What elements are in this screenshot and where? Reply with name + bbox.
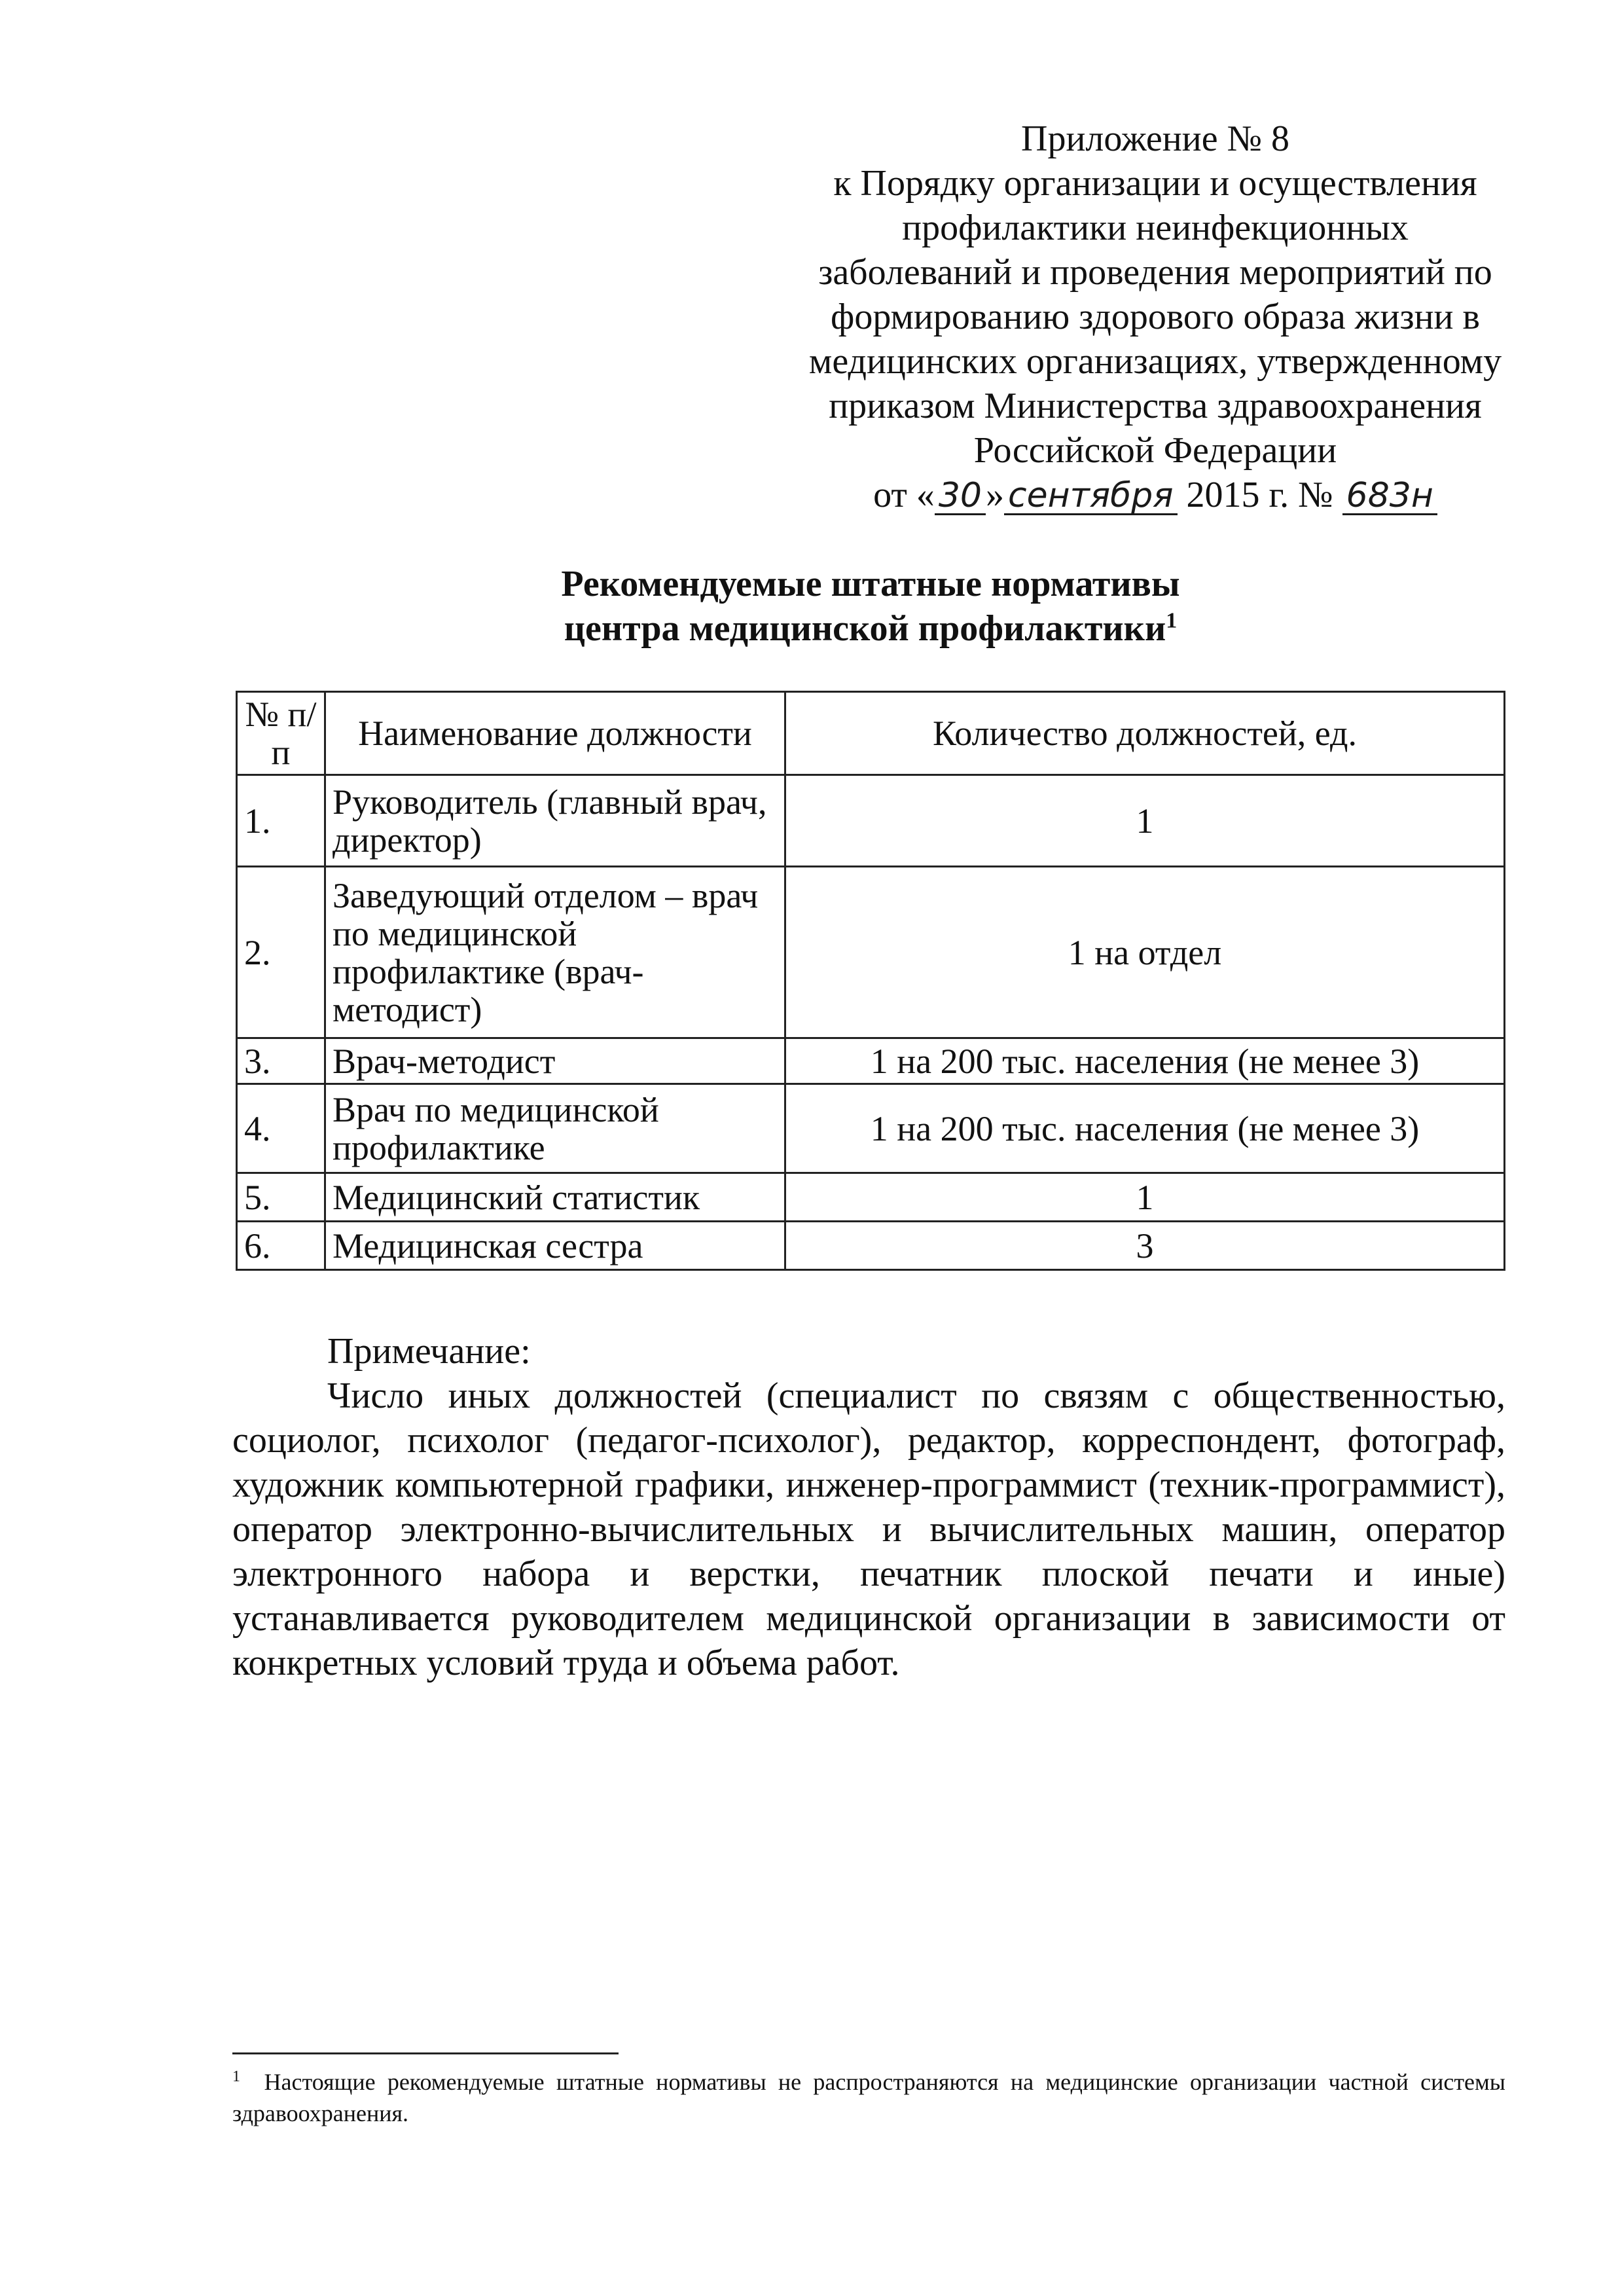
table-row: [237, 1038, 1505, 1084]
order-date-line: [753, 473, 1558, 517]
header-line: Российской Федерации: [973, 430, 1337, 471]
row-count: 3: [785, 1222, 1505, 1270]
row-number: 5.: [237, 1173, 325, 1222]
row-position: Врач по медицинской профилактике: [325, 1084, 785, 1173]
row-position: Медицинская сестра: [325, 1222, 785, 1270]
date-mid: »: [986, 475, 1005, 515]
row-number: 1.: [237, 775, 325, 867]
appendix-header: [753, 117, 1558, 517]
header-line: заболеваний и проведения мероприятий по: [818, 252, 1492, 293]
title-line-1: Рекомендуемые штатные нормативы: [561, 564, 1180, 604]
table-row: [237, 1173, 1505, 1222]
date-prefix: от «: [873, 475, 935, 515]
table-row: [237, 1084, 1505, 1173]
title-line-2: [236, 606, 1505, 651]
footnote: [232, 2061, 1505, 2129]
row-count: 1 на отдел: [785, 867, 1505, 1038]
row-number: 3.: [237, 1038, 325, 1084]
header-number: № п/п: [237, 692, 325, 775]
note-text: Число иных должностей (специалист по связям с общественностью, социолог, психолог (педагог-психолог), редактор, корреспондент, фотограф, художник компьютерной графики, инженер-программист (техник-программист), оператор электронно-вычислительных и вычислительных машин, оператор электронного набора и верстки, печатник плоской печати и иные) устанавливается руководителем медицинской организации в зависимости от конкретных условий труда и объема работ.: [232, 1376, 1505, 1683]
table-row: [237, 867, 1505, 1038]
staffing-table: [236, 691, 1505, 1271]
handwritten-order-number: 683н: [1342, 478, 1437, 515]
footnote-mark: 1: [232, 2068, 240, 2085]
date-year: 2015 г. №: [1186, 475, 1333, 515]
row-position: Руководитель (главный врач, директор): [325, 775, 785, 867]
header-count: Количество должностей, ед.: [785, 692, 1505, 775]
row-position: Врач-методист: [325, 1038, 785, 1084]
row-count: 1 на 200 тыс. населения (не менее 3): [785, 1084, 1505, 1173]
row-count: 1: [785, 775, 1505, 867]
row-count: 1 на 200 тыс. населения (не менее 3): [785, 1038, 1505, 1084]
handwritten-day: 30: [935, 478, 986, 515]
row-position: Медицинский статистик: [325, 1173, 785, 1222]
header-line: приказом Министерства здравоохранения: [829, 386, 1482, 426]
header-line: Приложение № 8: [1021, 118, 1289, 159]
row-number: 2.: [237, 867, 325, 1038]
header-line: к Порядку организации и осуществления: [833, 163, 1477, 204]
title-line-2-text: центра медицинской профилактики: [564, 608, 1166, 649]
title-footnote-mark: 1: [1166, 608, 1178, 633]
row-number: 6.: [237, 1222, 325, 1270]
row-count: 1: [785, 1173, 1505, 1222]
row-number: 4.: [237, 1084, 325, 1173]
row-position: Заведующий отделом – врач по медицинской профилактике (врач-методист): [325, 867, 785, 1038]
header-line: формированию здорового образа жизни в: [831, 297, 1480, 337]
note-label: Примечание:: [327, 1331, 531, 1372]
header-position: Наименование должности: [325, 692, 785, 775]
header-line: медицинских организациях, утвержденному: [808, 341, 1502, 382]
table-row: [237, 1222, 1505, 1270]
footnote-text: Настоящие рекомендуемые штатные нормативы не распространяются на медицинские организации частной системы здравоохранения.: [232, 2069, 1505, 2126]
handwritten-month: сентября: [1004, 478, 1178, 515]
document-title: [236, 562, 1505, 651]
footnote-divider: [232, 2052, 619, 2054]
table-header-row: [237, 692, 1505, 775]
table-row: [237, 775, 1505, 867]
header-line: профилактики неинфекционных: [902, 208, 1409, 248]
